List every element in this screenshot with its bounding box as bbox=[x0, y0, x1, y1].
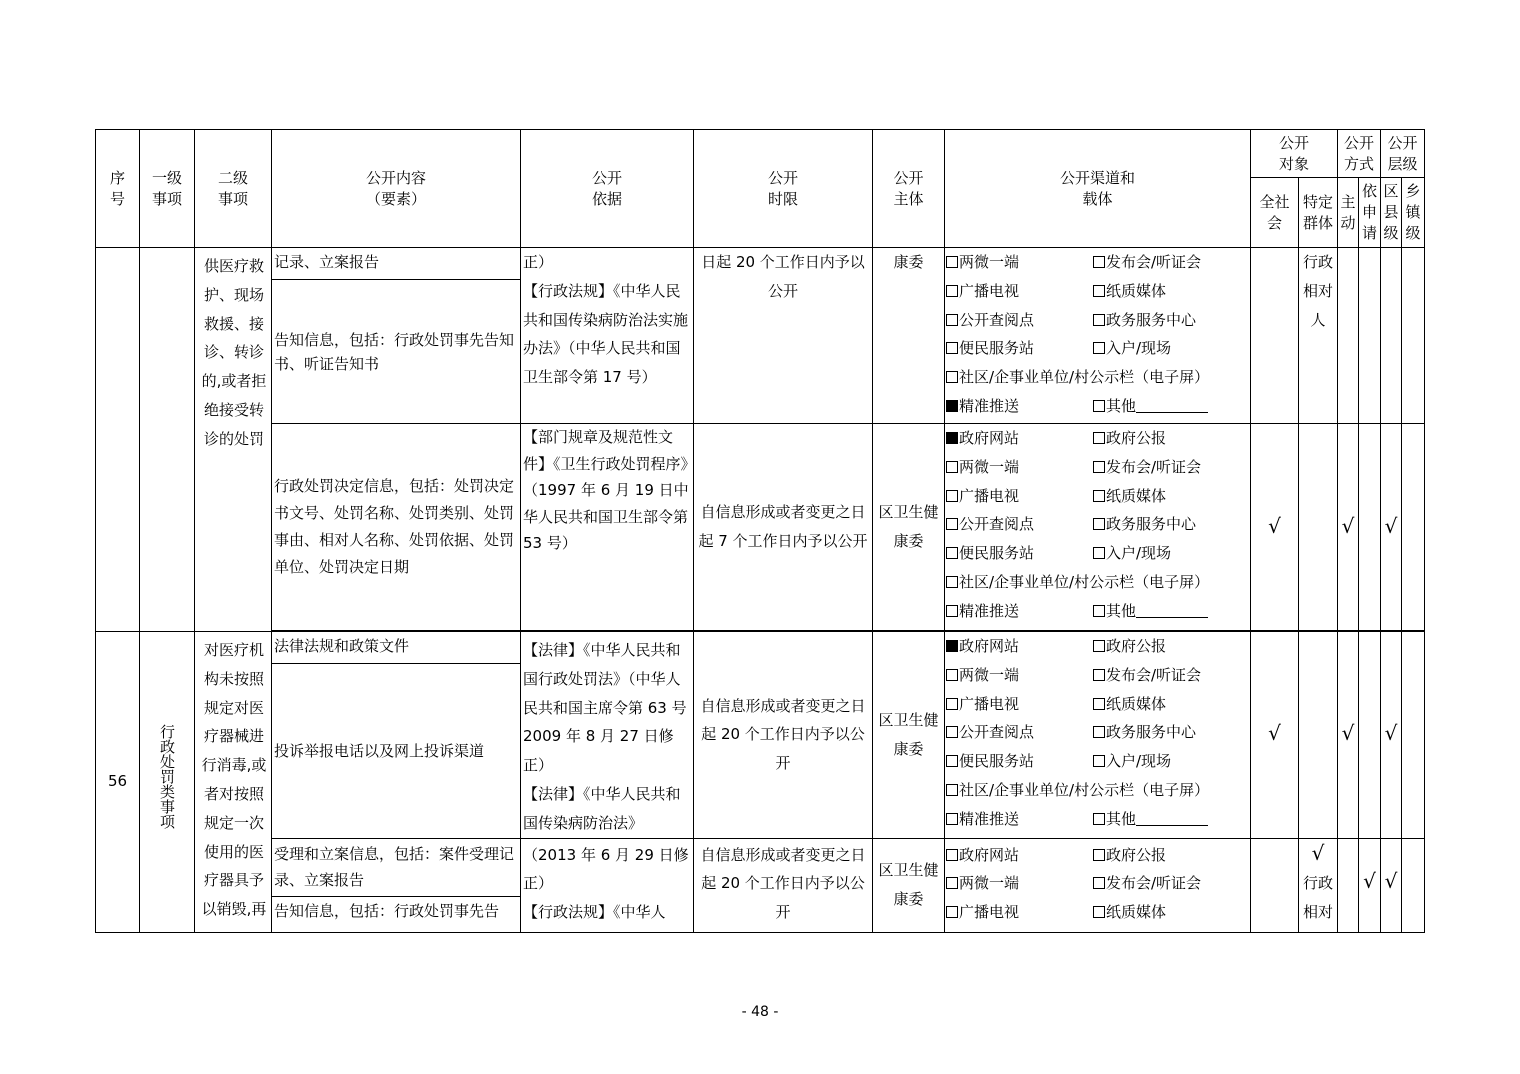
checkbox-icon bbox=[1093, 906, 1105, 918]
channel-convenience[interactable]: 便民服务站 bbox=[946, 539, 1093, 568]
channel-other[interactable]: 其他 bbox=[1093, 392, 1243, 421]
channel-reading[interactable]: 公开查阅点 bbox=[946, 306, 1093, 335]
checkbox-icon bbox=[946, 576, 958, 588]
checkbox-icon bbox=[946, 371, 958, 383]
checkbox-icon bbox=[1093, 285, 1105, 297]
check-mark-icon: √ bbox=[1384, 868, 1398, 893]
header-level-town: 乡镇级 bbox=[1402, 178, 1425, 248]
row-b-channels-1 bbox=[945, 632, 1251, 839]
check-mark-icon: √ bbox=[1384, 513, 1398, 538]
header-method-apply: 依申请 bbox=[1359, 178, 1381, 248]
check-mark-icon: √ bbox=[1311, 840, 1325, 865]
channel-gov-gazette[interactable]: 政府公报 bbox=[1093, 424, 1243, 453]
checkbox-icon bbox=[1093, 813, 1105, 825]
row-a-apply-1 bbox=[1359, 248, 1381, 424]
row-a-level2: 供医疗救护、现场救援、接诊、转诊的,或者拒绝接受转诊的处罚 bbox=[195, 248, 272, 632]
checkbox-icon bbox=[946, 490, 958, 502]
row-b-active-2 bbox=[1338, 838, 1359, 932]
row-a-target-all-2 bbox=[1251, 424, 1299, 631]
row-a-subject-2: 区卫生健康委 bbox=[873, 424, 945, 631]
disclosure-table bbox=[95, 129, 1425, 933]
channel-two-micro[interactable]: 两微一端 bbox=[946, 453, 1093, 482]
header-level1: 一级事项 bbox=[140, 130, 195, 248]
channel-service-center[interactable]: 政务服务中心 bbox=[1093, 306, 1243, 335]
channel-press[interactable]: 发布会/听证会 bbox=[1093, 453, 1243, 482]
checkbox-icon bbox=[946, 547, 958, 559]
checkbox-icon bbox=[946, 285, 958, 297]
header-subject: 公开主体 bbox=[873, 130, 945, 248]
check-mark-icon: √ bbox=[1341, 513, 1355, 538]
row-a-content-2: 告知信息，包括：行政处罚事先告知书、听证告知书 bbox=[272, 280, 521, 424]
row-b-target-all-2 bbox=[1251, 838, 1299, 932]
row-a-apply-2 bbox=[1359, 424, 1381, 631]
row-a-content-1: 记录、立案报告 bbox=[272, 248, 521, 280]
header-time-limit: 公开时限 bbox=[694, 130, 873, 248]
checkbox-icon bbox=[946, 813, 958, 825]
check-mark-icon: √ bbox=[1268, 721, 1281, 746]
row-a-active-1 bbox=[1338, 248, 1359, 424]
channel-press[interactable]: 发布会/听证会 bbox=[1093, 248, 1243, 277]
row-b-town-1 bbox=[1402, 632, 1425, 839]
row-b-level1: 行政处罚类事项 bbox=[140, 632, 195, 933]
checkbox-icon bbox=[1093, 518, 1105, 530]
channel-other[interactable]: 其他 bbox=[1093, 805, 1243, 834]
check-mark-icon: √ bbox=[1268, 513, 1281, 538]
row-b-time-2: 自信息形成或者变更之日起 20 个工作日内予以公开 bbox=[694, 838, 873, 932]
header-level-district: 区县级 bbox=[1381, 178, 1402, 248]
channel-reading[interactable]: 公开查阅点 bbox=[946, 718, 1093, 747]
checkbox-icon bbox=[1093, 342, 1105, 354]
channel-push[interactable]: 精准推送 bbox=[946, 597, 1093, 626]
channel-print[interactable]: 纸质媒体 bbox=[1093, 482, 1243, 511]
checkbox-icon bbox=[946, 877, 958, 889]
channel-other[interactable]: 其他 bbox=[1093, 597, 1243, 626]
checkbox-icon bbox=[946, 726, 958, 738]
header-target-all: 全社会 bbox=[1251, 178, 1299, 248]
channel-gov-site[interactable]: 政府网站 bbox=[946, 424, 1093, 453]
row-b-active-1 bbox=[1338, 632, 1359, 839]
checkbox-icon bbox=[1093, 849, 1105, 861]
row-b-content-4: 告知信息，包括：行政处罚事先告 bbox=[272, 896, 521, 932]
channel-board[interactable]: 社区/企事业单位/村公示栏（电子屏） bbox=[946, 363, 1246, 392]
channel-two-micro[interactable]: 两微一端 bbox=[946, 248, 1093, 277]
row-b-subject-1: 区卫生健康委 bbox=[873, 632, 945, 839]
checkbox-icon bbox=[946, 605, 958, 617]
row-a-level1 bbox=[140, 248, 195, 632]
header-level: 公开层级 bbox=[1381, 130, 1425, 178]
row-b-level2: 对医疗机构未按照规定对医疗器械进行消毒,或者对按照规定一次使用的医疗器具予以销毁,再 bbox=[195, 632, 272, 933]
checkbox-icon bbox=[946, 461, 958, 473]
row-a-target-all-1 bbox=[1251, 248, 1299, 424]
row-b-town-2 bbox=[1402, 838, 1425, 932]
channel-gov-gazette[interactable]: 政府公报 bbox=[1093, 841, 1243, 870]
checkbox-icon bbox=[1093, 400, 1105, 412]
row-b-district-2 bbox=[1381, 838, 1402, 932]
channel-service-center[interactable]: 政务服务中心 bbox=[1093, 718, 1243, 747]
checkbox-icon bbox=[1093, 256, 1105, 268]
channel-two-micro[interactable]: 两微一端 bbox=[946, 869, 1093, 898]
row-a-channels-2 bbox=[945, 424, 1251, 631]
row-b-channels-2 bbox=[945, 838, 1251, 932]
row-a-basis-3: 【部门规章及规范性文件】《卫生行政处罚程序》（1997 年 6 月 19 日中华人民共和国卫生部令第 53 号） bbox=[521, 424, 694, 631]
checkbox-icon bbox=[946, 906, 958, 918]
check-mark-icon: √ bbox=[1341, 721, 1355, 746]
checkbox-icon bbox=[946, 256, 958, 268]
channel-press[interactable]: 发布会/听证会 bbox=[1093, 869, 1243, 898]
header-target: 公开对象 bbox=[1251, 130, 1338, 178]
checkbox-icon bbox=[946, 698, 958, 710]
row-b-district-1 bbox=[1381, 632, 1402, 839]
channel-broadcast[interactable]: 广播电视 bbox=[946, 898, 1093, 927]
channel-print[interactable]: 纸质媒体 bbox=[1093, 690, 1243, 719]
channel-door[interactable]: 入户/现场 bbox=[1093, 747, 1243, 776]
channel-print[interactable]: 纸质媒体 bbox=[1093, 277, 1243, 306]
row-b-content-1: 法律法规和政策文件 bbox=[272, 632, 521, 664]
checkbox-icon bbox=[946, 755, 958, 767]
channel-board[interactable]: 社区/企事业单位/村公示栏（电子屏） bbox=[946, 568, 1246, 597]
row-a-channels-1 bbox=[945, 248, 1251, 424]
checkbox-icon bbox=[1093, 314, 1105, 326]
channel-push[interactable]: 精准推送 bbox=[946, 392, 1093, 421]
checkbox-icon bbox=[946, 784, 958, 796]
row-b-content-3: 受理和立案信息，包括：案件受理记录、立案报告 bbox=[272, 838, 521, 896]
row-b-basis-1: 【法律】《中华人民共和国行政处罚法》（中华人民共和国主席令第 63 号 2009 年 8 月 27 日修正） 【法律】《中华人民共和国传染病防治法》 bbox=[521, 632, 694, 839]
row-a-district-2 bbox=[1381, 424, 1402, 631]
row-b-basis-3: （2013 年 6 月 29 日修正） 【行政法规】《中华人 bbox=[521, 838, 694, 932]
row-b-seq: 56 bbox=[96, 632, 140, 933]
row-b-apply-2 bbox=[1359, 838, 1381, 932]
channel-broadcast[interactable]: 广播电视 bbox=[946, 690, 1093, 719]
row-b-target-specific-2: √ 行政相对 bbox=[1299, 838, 1338, 932]
checkbox-checked-icon bbox=[946, 400, 958, 412]
row-b-target-all-1 bbox=[1251, 632, 1299, 839]
checkbox-icon bbox=[946, 669, 958, 681]
checkbox-icon bbox=[1093, 605, 1105, 617]
row-a-town-2 bbox=[1402, 424, 1425, 631]
check-mark-icon: √ bbox=[1384, 721, 1398, 746]
channel-door[interactable]: 入户/现场 bbox=[1093, 334, 1243, 363]
row-a-district-1 bbox=[1381, 248, 1402, 424]
channel-press[interactable]: 发布会/听证会 bbox=[1093, 661, 1243, 690]
row-a-time-1: 日起 20 个工作日内予以公开 bbox=[694, 248, 873, 424]
checkbox-icon bbox=[1093, 640, 1105, 652]
row-a-time-2: 自信息形成或者变更之日起 7 个工作日内予以公开 bbox=[694, 424, 873, 631]
checkbox-icon bbox=[1093, 461, 1105, 473]
row-b-time-1: 自信息形成或者变更之日起 20 个工作日内予以公开 bbox=[694, 632, 873, 839]
row-a-target-specific-1: 行政相对人 bbox=[1299, 248, 1338, 424]
row-a-content-3: 行政处罚决定信息，包括：处罚决定书文号、处罚名称、处罚类别、处罚事由、相对人名称、处罚依据、处罚单位、处罚决定日期 bbox=[272, 424, 521, 631]
channel-broadcast[interactable]: 广播电视 bbox=[946, 482, 1093, 511]
checkbox-icon bbox=[946, 314, 958, 326]
header-content: 公开内容 （要素） bbox=[272, 130, 521, 248]
header-channels: 公开渠道和载体 bbox=[945, 130, 1251, 248]
channel-gov-site[interactable]: 政府网站 bbox=[946, 632, 1093, 661]
checkbox-icon bbox=[1093, 755, 1105, 767]
header-method: 公开方式 bbox=[1338, 130, 1381, 178]
row-a-seq bbox=[96, 248, 140, 632]
checkbox-icon bbox=[1093, 726, 1105, 738]
header-method-active: 主动 bbox=[1338, 178, 1359, 248]
channel-two-micro[interactable]: 两微一端 bbox=[946, 661, 1093, 690]
channel-convenience[interactable]: 便民服务站 bbox=[946, 747, 1093, 776]
header-level2: 二级事项 bbox=[195, 130, 272, 248]
channel-service-center[interactable]: 政务服务中心 bbox=[1093, 510, 1243, 539]
row-b-apply-1 bbox=[1359, 632, 1381, 839]
channel-gov-site[interactable]: 政府网站 bbox=[946, 841, 1093, 870]
header-seq: 序号 bbox=[96, 130, 140, 248]
row-b-subject-2: 区卫生健康委 bbox=[873, 838, 945, 932]
row-a-town-1 bbox=[1402, 248, 1425, 424]
row-b-content-2: 投诉举报电话以及网上投诉渠道 bbox=[272, 664, 521, 838]
header-basis: 公开依据 bbox=[521, 130, 694, 248]
header-target-specific: 特定群体 bbox=[1299, 178, 1338, 248]
channel-print[interactable]: 纸质媒体 bbox=[1093, 898, 1243, 927]
channel-broadcast[interactable]: 广播电视 bbox=[946, 277, 1093, 306]
channel-gov-gazette[interactable]: 政府公报 bbox=[1093, 632, 1243, 661]
checkbox-checked-icon bbox=[946, 640, 958, 652]
row-a-active-2 bbox=[1338, 424, 1359, 631]
checkbox-icon bbox=[946, 342, 958, 354]
row-b-target-specific-1 bbox=[1299, 632, 1338, 839]
checkbox-checked-icon bbox=[946, 432, 958, 444]
checkbox-icon bbox=[1093, 698, 1105, 710]
channel-convenience[interactable]: 便民服务站 bbox=[946, 334, 1093, 363]
checkbox-icon bbox=[1093, 877, 1105, 889]
channel-push[interactable]: 精准推送 bbox=[946, 805, 1093, 834]
row-a-subject-1: 康委 bbox=[873, 248, 945, 424]
checkbox-icon bbox=[1093, 547, 1105, 559]
check-mark-icon: √ bbox=[1363, 868, 1376, 893]
channel-door[interactable]: 入户/现场 bbox=[1093, 539, 1243, 568]
page-number: - 48 - bbox=[741, 1004, 779, 1020]
row-a-target-specific-2 bbox=[1299, 424, 1338, 631]
checkbox-icon bbox=[946, 518, 958, 530]
channel-reading[interactable]: 公开查阅点 bbox=[946, 510, 1093, 539]
channel-board[interactable]: 社区/企事业单位/村公示栏（电子屏） bbox=[946, 776, 1246, 805]
checkbox-icon bbox=[1093, 432, 1105, 444]
row-a-basis-1: 正） 【行政法规】《中华人民共和国传染病防治法实施办法》（中华人民共和国卫生部令第 17 号） bbox=[521, 248, 694, 424]
checkbox-icon bbox=[946, 849, 958, 861]
checkbox-icon bbox=[1093, 490, 1105, 502]
checkbox-icon bbox=[1093, 669, 1105, 681]
